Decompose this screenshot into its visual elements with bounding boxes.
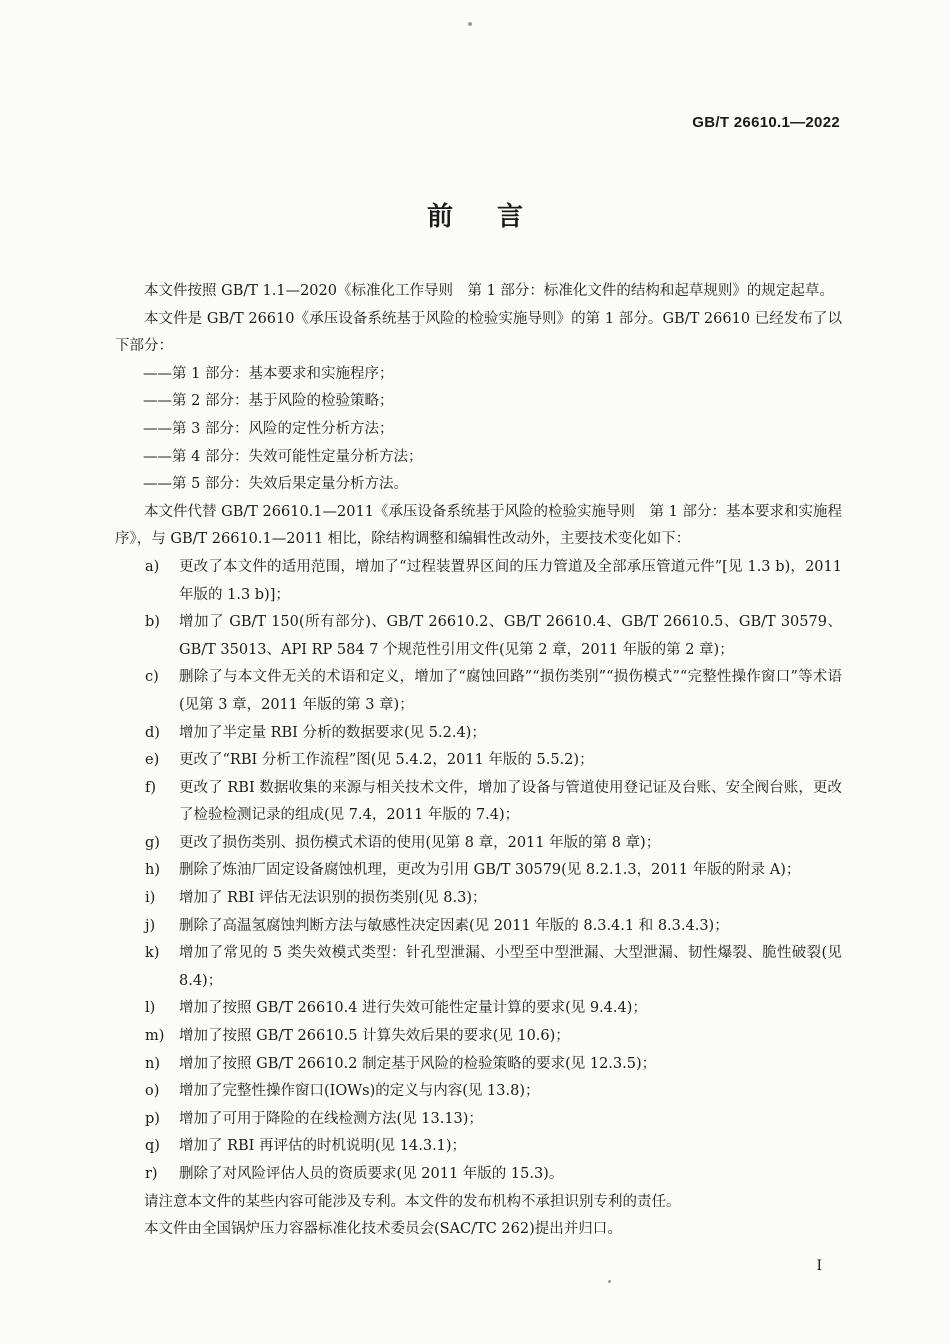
change-marker: c)	[145, 669, 159, 686]
change-text: 更改了损伤类别、损伤模式术语的使用(见第 8 章，2011 年版的第 8 章)；	[179, 834, 661, 851]
change-text: 删除了高温氢腐蚀判断方法与敏感性决定因素(见 2011 年版的 8.3.4.1 和 8.3.4.3)；	[179, 917, 729, 934]
paragraph-patent-notice: 请注意本文件的某些内容可能涉及专利。本文件的发布机构不承担识别专利的责任。	[144, 1193, 681, 1210]
change-text: 删除了炼油厂固定设备腐蚀机理，更改为引用 GB/T 30579(见 8.2.1.3，2011 年版的附录 A)；	[179, 862, 801, 879]
change-item	[115, 913, 842, 941]
change-text: 增加了常见的 5 类失效模式类型：针孔型泄漏、小型至中型泄漏、大型泄漏、韧性爆裂、脆性破裂(见 8.4)；	[179, 945, 842, 989]
change-text: 增加了按照 GB/T 26610.5 计算失效后果的要求(见 10.6)；	[179, 1028, 570, 1045]
change-marker: a)	[145, 558, 160, 575]
change-marker: k)	[145, 945, 160, 962]
change-text: 增加了完整性操作窗口(IOWs)的定义与内容(见 13.8)；	[179, 1083, 540, 1100]
change-text: 增加了 RBI 评估无法识别的损伤类别(见 8.3)；	[179, 890, 487, 907]
change-text: 删除了与本文件无关的术语和定义，增加了“腐蚀回路”“损伤类别”“损伤模式”“完整性操作窗口”等术语(见第 3 章，2011 年版的第 3 章)；	[179, 669, 842, 713]
page-number: I	[816, 1258, 822, 1274]
change-marker: r)	[145, 1166, 158, 1182]
change-item	[115, 775, 842, 830]
change-marker: e)	[145, 752, 160, 769]
change-marker: p)	[145, 1110, 160, 1127]
change-marker: n)	[145, 1055, 160, 1072]
parts-list-item: ——第 1 部分：基本要求和实施程序；	[143, 365, 394, 382]
change-item	[115, 830, 842, 858]
change-marker: m)	[145, 1028, 165, 1045]
paragraph-series-intro: 本文件是 GB/T 26610《承压设备系统基于风险的检验实施导则》的第 1 部分。GB/T 26610 已经发布了以下部分：	[115, 310, 842, 355]
change-marker: i)	[145, 890, 156, 907]
change-text: 更改了“RBI 分析工作流程”图(见 5.4.2，2011 年版的 5.5.2)；	[179, 752, 594, 769]
change-item	[115, 1051, 842, 1079]
change-item	[115, 554, 842, 609]
change-text: 删除了对风险评估人员的资质要求(见 2011 年版的 15.3)。	[179, 1166, 564, 1182]
change-text: 更改了 RBI 数据收集的来源与相关技术文件，增加了设备与管道使用登记证及台账、安全阀台账，更改了检验检测记录的组成(见 7.4，2011 年版的 7.4)；	[179, 779, 842, 824]
change-item	[115, 1078, 842, 1106]
change-text: 增加了半定量 RBI 分析的数据要求(见 5.2.4)；	[179, 724, 486, 741]
change-text: 增加了可用于降险的在线检测方法(见 13.13)；	[179, 1110, 483, 1127]
page-title: 前言	[426, 202, 567, 232]
parts-list	[115, 361, 842, 499]
change-marker: j)	[145, 917, 156, 934]
change-item	[115, 940, 842, 995]
change-text: 增加了 RBI 再评估的时机说明(见 14.3.1)；	[179, 1138, 467, 1155]
change-item	[115, 1133, 842, 1161]
parts-list-item: ——第 4 部分：失效可能性定量分析方法；	[143, 448, 423, 465]
scan-dot-top	[468, 22, 472, 26]
scan-dot-bottom	[608, 1280, 611, 1283]
foreword-body	[115, 278, 842, 1244]
paragraph-replacement: 本文件代替 GB/T 26610.1—2011《承压设备系统基于风险的检验实施导则 第 1 部分：基本要求和实施程序》，与 GB/T 26610.1—2011 相比，除结构调整和编辑性改动外，主要技术变化如下：	[115, 503, 842, 548]
parts-list-item: ——第 5 部分：失效后果定量分析方法。	[143, 476, 408, 493]
change-item	[115, 720, 842, 748]
change-text: 更改了本文件的适用范围，增加了“过程装置界区间的压力管道及全部承压管道元件”[见 1.3 b)，2011 年版的 1.3 b)]；	[179, 558, 842, 603]
change-marker: d)	[145, 724, 160, 741]
change-item	[115, 664, 842, 719]
change-item	[115, 1023, 842, 1051]
change-marker: l)	[145, 1000, 156, 1017]
change-text: 增加了按照 GB/T 26610.2 制定基于风险的检验策略的要求(见 12.3.5)；	[179, 1055, 657, 1072]
change-marker: o)	[145, 1083, 160, 1100]
change-item	[115, 747, 842, 775]
change-marker: f)	[145, 779, 157, 796]
changes-list	[115, 554, 842, 1189]
change-item	[115, 1106, 842, 1134]
paragraph-drafting-rule: 本文件按照 GB/T 1.1—2020《标准化工作导则 第 1 部分：标准化文件的结构和起草规则》的规定起草。	[144, 283, 834, 299]
parts-list-item: ——第 3 部分：风险的定性分析方法；	[143, 420, 394, 437]
change-marker: g)	[145, 834, 160, 851]
change-item	[115, 1161, 842, 1189]
paragraph-proposer: 本文件由全国锅炉压力容器标准化技术委员会(SAC/TC 262)提出并归口。	[144, 1221, 622, 1238]
change-text: 增加了按照 GB/T 26610.4 进行失效可能性定量计算的要求(见 9.4.4)；	[179, 1000, 647, 1017]
parts-list-item: ——第 2 部分：基于风险的检验策略；	[143, 393, 394, 410]
change-item	[115, 857, 842, 885]
change-marker: h)	[145, 862, 160, 879]
standard-code: GB/T 26610.1—2022	[692, 114, 840, 131]
change-item	[115, 885, 842, 913]
change-marker: q)	[145, 1138, 160, 1155]
change-text: 增加了 GB/T 150(所有部分)、GB/T 26610.2、GB/T 26610.4、GB/T 26610.5、GB/T 30579、GB/T 35013、API RP 584 7 个规范性引用文件(见第 2 章，2011 年版的第 2 章)；	[179, 614, 842, 658]
change-item	[115, 609, 842, 664]
change-marker: b)	[145, 614, 160, 631]
change-item	[115, 995, 842, 1023]
